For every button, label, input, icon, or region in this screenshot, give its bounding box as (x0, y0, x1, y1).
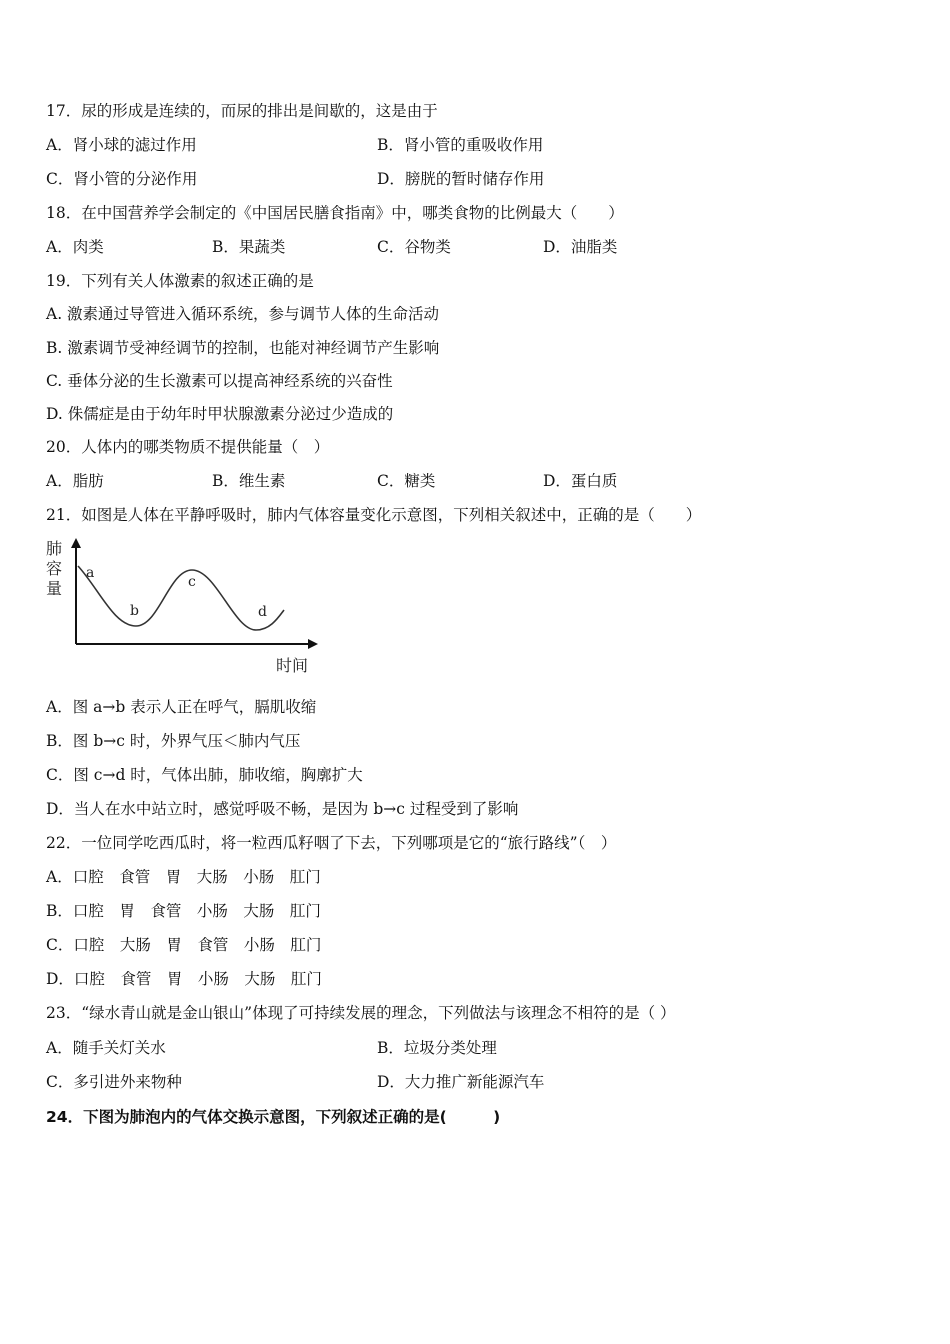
q21-option-d: D．当人在水中站立时，感觉呼吸不畅，是因为 b→c 过程受到了影响 (46, 800, 519, 818)
q17-stem: 17．尿的形成是连续的，而尿的排出是间歇的，这是由于 (46, 102, 438, 120)
y-label-1: 肺 (46, 539, 63, 558)
q19-option-a: A. 激素通过导管进入循环系统，参与调节人体的生命活动 (46, 305, 440, 323)
lung-volume-diagram (44, 534, 334, 680)
q17-option-d: D．膀胱的暂时储存作用 (377, 170, 545, 188)
point-label-c: c (188, 574, 196, 590)
q21-option-b: B．图 b→c 时，外界气压＜肺内气压 (46, 732, 301, 750)
q20-option-b: B．维生素 (212, 472, 286, 490)
point-label-d: d (258, 604, 267, 620)
q23-stem: 23．“绿水青山就是金山银山”体现了可持续发展的理念，下列做法与该理念不相符的是（ ） (46, 1004, 676, 1022)
q18-option-a: A．肉类 (46, 238, 104, 256)
q23-option-c: C．多引进外来物种 (46, 1073, 182, 1091)
point-label-b: b (130, 603, 139, 619)
volume-curve (78, 566, 284, 630)
point-label-a: a (86, 565, 95, 581)
q19-stem: 19．下列有关人体激素的叙述正确的是 (46, 272, 314, 290)
q20-option-c: C．糖类 (377, 472, 436, 490)
q23-option-d: D．大力推广新能源汽车 (377, 1073, 545, 1091)
q22-option-c: C．口腔 大肠 胃 食管 小肠 肛门 (46, 936, 322, 954)
q19-option-c: C. 垂体分泌的生长激素可以提高神经系统的兴奋性 (46, 372, 393, 390)
q22-stem: 22．一位同学吃西瓜时，将一粒西瓜籽咽了下去，下列哪项是它的“旅行路线”（ ） (46, 834, 617, 852)
q17-option-a: A．肾小球的滤过作用 (46, 136, 197, 154)
q18-option-b: B．果蔬类 (212, 238, 286, 256)
q24-stem: 24．下图为肺泡内的气体交换示意图，下列叙述正确的是( ) (46, 1108, 501, 1126)
q19-option-b: B. 激素调节受神经调节的控制，也能对神经调节产生影响 (46, 339, 440, 357)
q19-option-d: D. 侏儒症是由于幼年时甲状腺激素分泌过少造成的 (46, 405, 394, 423)
q20-option-d: D．蛋白质 (543, 472, 618, 490)
q18-option-c: C．谷物类 (377, 238, 451, 256)
x-label: 时间 (276, 656, 309, 675)
q21-option-c: C．图 c→d 时，气体出肺，肺收缩，胸廓扩大 (46, 766, 363, 784)
q17-option-b: B．肾小管的重吸收作用 (377, 136, 544, 154)
lung-volume-svg (44, 534, 334, 680)
y-axis-arrow (71, 538, 81, 548)
q18-stem: 18．在中国营养学会制定的《中国居民膳食指南》中，哪类食物的比例最大（ ） (46, 204, 624, 222)
q21-option-a: A．图 a→b 表示人正在呼气，膈肌收缩 (46, 698, 317, 716)
q17-option-c: C．肾小管的分泌作用 (46, 170, 198, 188)
x-axis-arrow (308, 639, 318, 649)
q22-option-b: B．口腔 胃 食管 小肠 大肠 肛门 (46, 902, 321, 920)
q20-option-a: A．脂肪 (46, 472, 104, 490)
q23-option-a: A．随手关灯关水 (46, 1039, 166, 1057)
q23-option-b: B．垃圾分类处理 (377, 1039, 497, 1057)
q21-stem: 21．如图是人体在平静呼吸时，肺内气体容量变化示意图，下列相关叙述中，正确的是（ ） (46, 506, 702, 524)
y-label-3: 量 (46, 579, 63, 598)
q20-stem: 20．人体内的哪类物质不提供能量（ ） (46, 438, 330, 456)
q22-option-a: A．口腔 食管 胃 大肠 小肠 肛门 (46, 868, 321, 886)
q18-option-d: D．油脂类 (543, 238, 618, 256)
y-label-2: 容 (46, 559, 63, 578)
q22-option-d: D．口腔 食管 胃 小肠 大肠 肛门 (46, 970, 322, 988)
